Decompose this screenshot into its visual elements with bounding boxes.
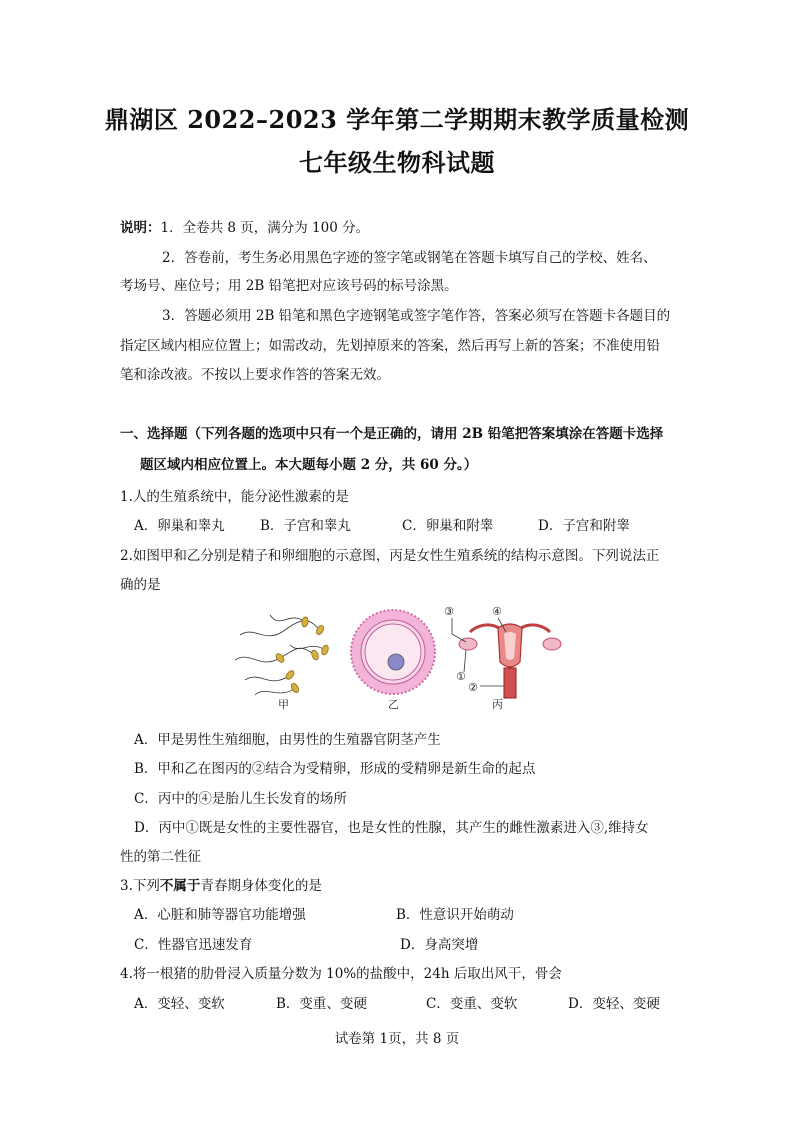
instruction-item2a: 2．答卷前，考生务必用黑色字迹的签字笔或钢笔在答题卡填写自己的学校、姓名、 — [162, 250, 657, 266]
q2-stem-b: 确的是 — [120, 577, 161, 593]
figure-mark-3: ③ — [444, 605, 454, 618]
q1-stem: 1.人的生殖系统中，能分泌性激素的是 — [120, 489, 349, 505]
sperm-illustration — [235, 615, 330, 695]
section1-heading-b: 题区域内相应位置上。本大题每小题 2 分，共 60 分。） — [140, 457, 478, 473]
reproductive-figure — [230, 600, 580, 715]
figure-label-bing: 丙 — [492, 698, 503, 711]
instruction-item3b: 指定区域内相应位置上；如需改动，先划掉原来的答案，然后再写上新的答案；不准使用铅 — [120, 338, 660, 354]
instructions-line1 — [120, 218, 369, 238]
section1-heading-a: 一、选择题（下列各题的选项中只有一个是正确的，请用 2B 铅笔把答案填涂在答题卡选择 — [120, 426, 664, 442]
q1-option-c: C．卵巢和附睾 — [402, 518, 494, 534]
q2-option-b: B．甲和乙在图丙的②结合为受精卵，形成的受精卵是新生命的起点 — [134, 761, 536, 777]
q3-stem-pre: 3.下列 — [120, 878, 160, 894]
q2-option-d-a: D．丙中①既是女性的主要性器官，也是女性的性腺，其产生的雌性激素进入③,维持女 — [134, 820, 649, 836]
figure-mark-1: ① — [456, 670, 466, 683]
instruction-item3c: 笔和涂改液。不按以上要求作答的答案无效。 — [120, 367, 390, 383]
q1-option-a: A．卵巢和睾丸 — [134, 518, 225, 534]
instruction-item2b: 考场号、座位号；用 2B 铅笔把对应该号码的标号涂黑。 — [120, 278, 458, 294]
q3-stem-emphasis: 不属于 — [159, 878, 201, 894]
instruction-item3a: 3．答题必须用 2B 铅笔和黑色字迹钢笔或签字笔作答，答案必须写在答题卡各题目的 — [162, 308, 671, 324]
q3-option-d: D．身高突增 — [400, 937, 479, 953]
q3-option-b: B．性意识开始萌动 — [396, 907, 514, 923]
q2-stem-a: 2.如图甲和乙分别是精子和卵细胞的示意图，丙是女性生殖系统的结构示意图。下列说法正 — [120, 548, 660, 564]
q3-stem — [120, 876, 322, 896]
q4-option-d: D．变轻、变硬 — [568, 996, 660, 1012]
figure-label-jia: 甲 — [278, 698, 289, 711]
exam-title: 鼎湖区 2022–2023 学年第二学期期末教学质量检测 — [104, 105, 690, 134]
q4-option-a: A．变轻、变软 — [134, 996, 225, 1012]
q2-option-c: C．丙中的④是胎儿生长发育的场所 — [134, 791, 347, 807]
q1-option-b: B．子宫和睾丸 — [260, 518, 351, 534]
page-footer: 试卷第 1页，共 8 页 — [334, 1031, 460, 1047]
exam-subtitle: 七年级生物科试题 — [299, 148, 495, 177]
q1-option-d: D．子宫和附睾 — [538, 518, 630, 534]
instruction-item1: 1．全卷共 8 页，满分为 100 分。 — [160, 220, 370, 236]
instructions-label: 说明： — [120, 220, 161, 236]
figure-label-yi: 乙 — [388, 698, 399, 711]
q3-stem-post: 青春期身体变化的是 — [200, 878, 322, 894]
q3-option-c: C．性器官迅速发育 — [134, 937, 253, 953]
q4-stem: 4.将一根猪的肋骨浸入质量分数为 10%的盐酸中，24h 后取出风干，骨会 — [120, 966, 562, 982]
q2-option-a: A．甲是男性生殖细胞，由男性的生殖器官阴茎产生 — [134, 732, 441, 748]
q4-option-c: C．变重、变软 — [426, 996, 518, 1012]
egg-cell-illustration — [351, 610, 435, 694]
figure-mark-2: ② — [468, 681, 478, 694]
q3-option-a: A．心脏和肺等器官功能增强 — [134, 907, 306, 923]
q4-option-b: B．变重、变硬 — [276, 996, 367, 1012]
q2-option-d-b: 性的第二性征 — [120, 849, 201, 865]
figure-mark-4: ④ — [492, 605, 502, 618]
